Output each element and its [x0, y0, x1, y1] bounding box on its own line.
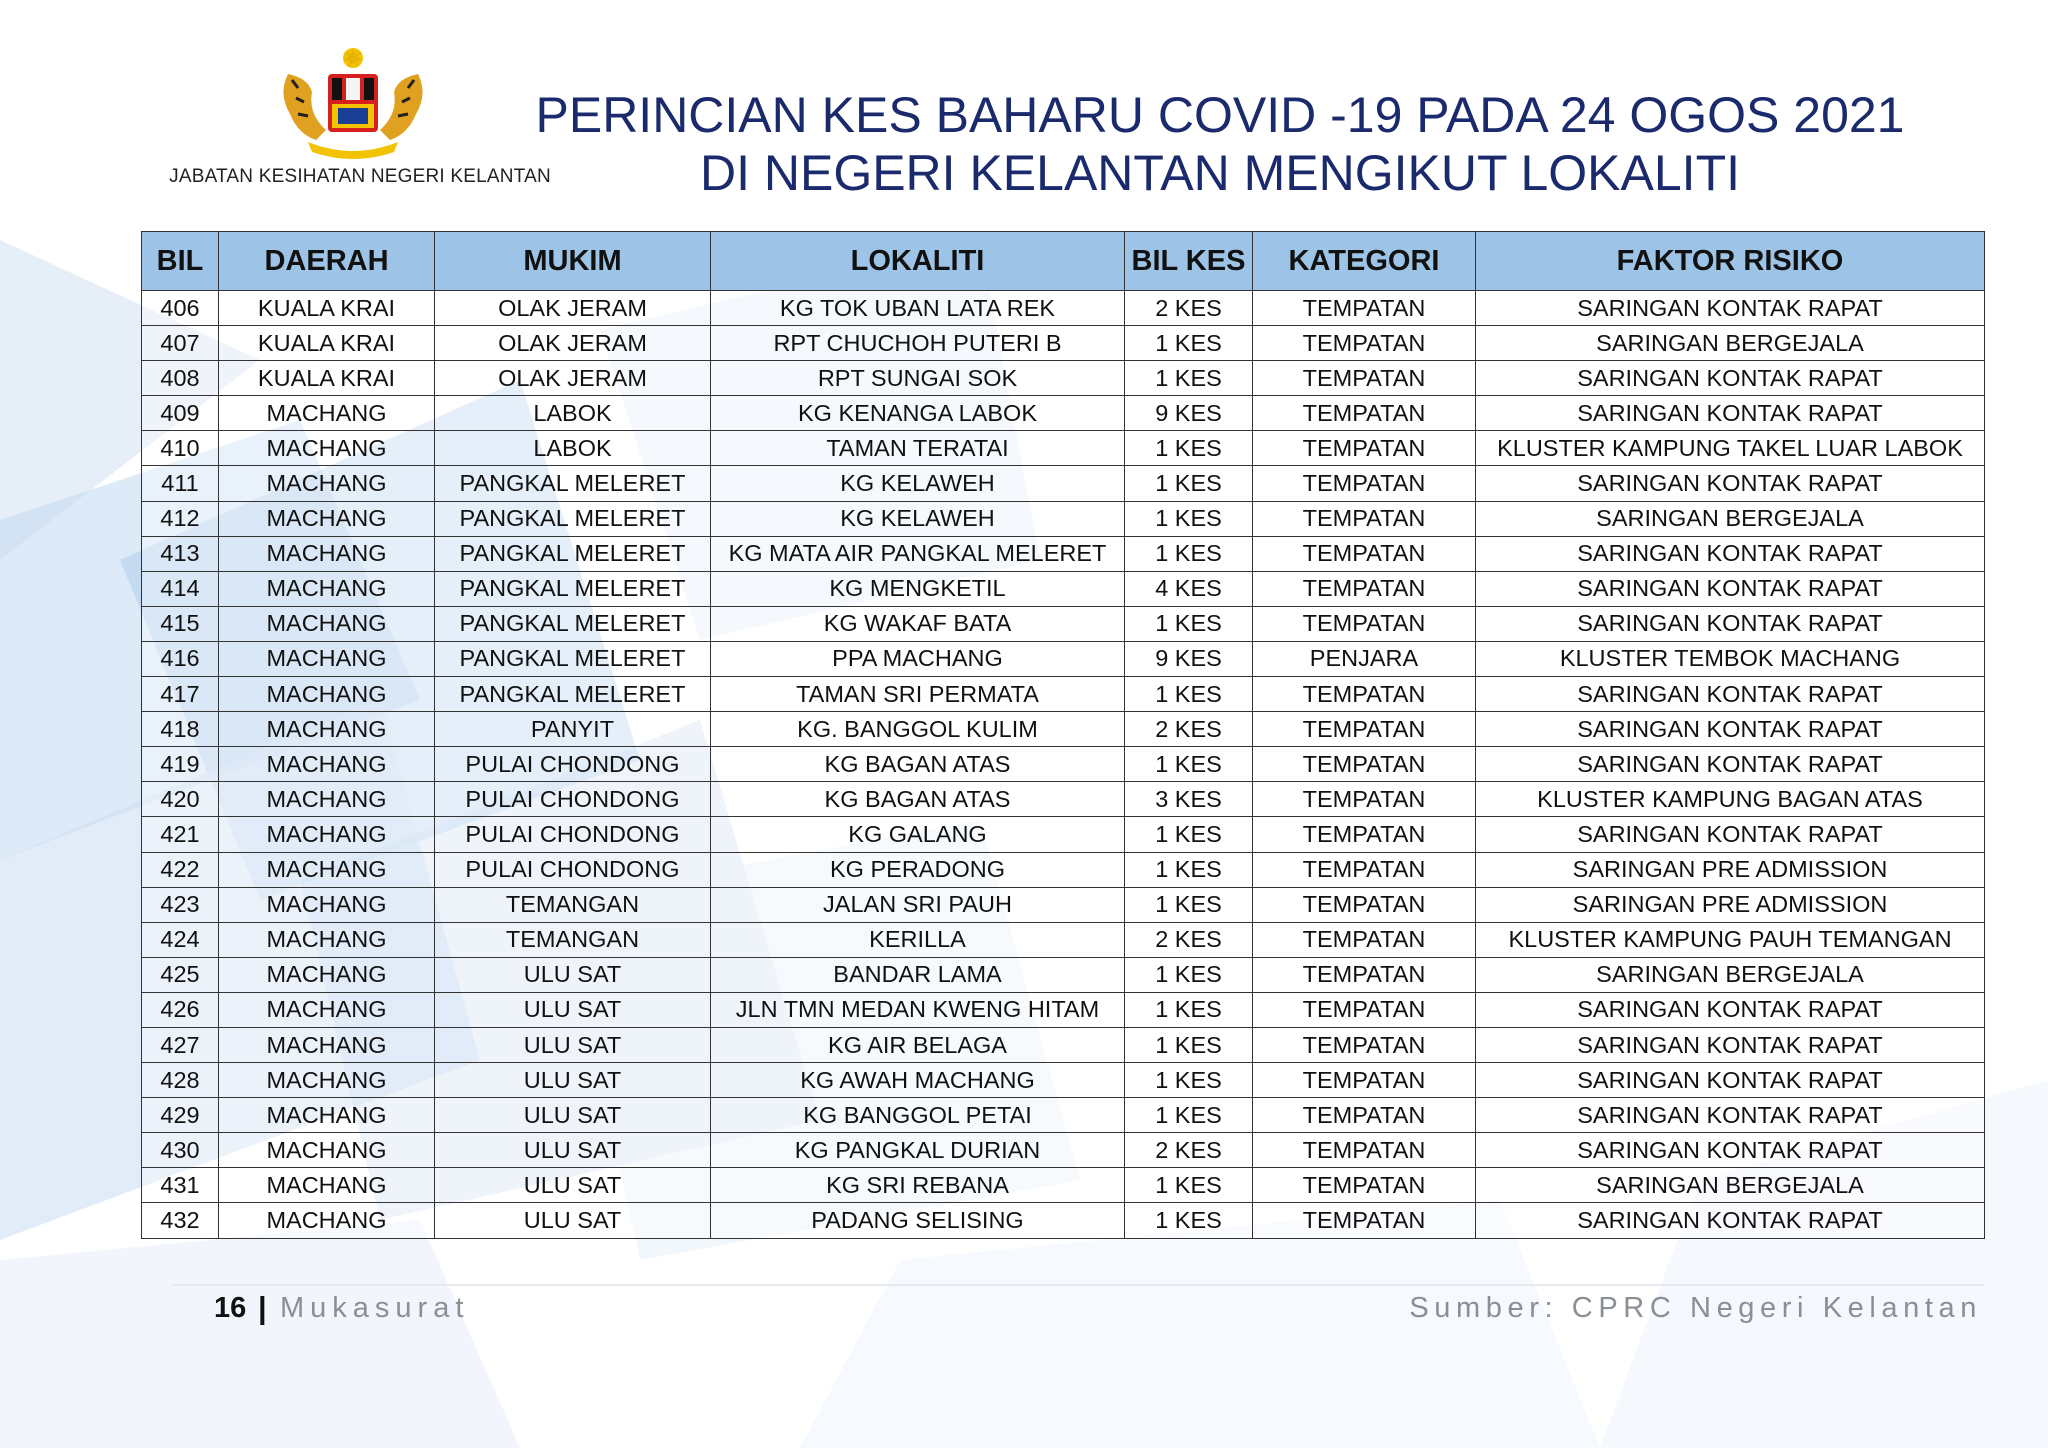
table-cell: 1 KES: [1125, 536, 1253, 571]
table-cell: SARINGAN PRE ADMISSION: [1476, 852, 1985, 887]
table-row: [142, 291, 1985, 326]
column-header: KATEGORI: [1253, 232, 1476, 291]
table-cell: 2 KES: [1125, 1133, 1253, 1168]
table-cell: PULAI CHONDONG: [435, 747, 711, 782]
table-cell: TEMPATAN: [1253, 291, 1476, 326]
table-cell: SARINGAN KONTAK RAPAT: [1476, 536, 1985, 571]
table-cell: SARINGAN PRE ADMISSION: [1476, 887, 1985, 922]
table-cell: PENJARA: [1253, 641, 1476, 676]
table-row: [142, 466, 1985, 501]
table-cell: MACHANG: [219, 852, 435, 887]
table-cell: KG BANGGOL PETAI: [711, 1098, 1125, 1133]
table-cell: TEMPATAN: [1253, 466, 1476, 501]
table-cell: 1 KES: [1125, 1027, 1253, 1062]
table-cell: SARINGAN BERGEJALA: [1476, 1168, 1985, 1203]
table-cell: 408: [142, 361, 219, 396]
table-cell: PANYIT: [435, 712, 711, 747]
table-cell: KG KELAWEH: [711, 501, 1125, 536]
table-row: [142, 361, 1985, 396]
table-cell: 1 KES: [1125, 992, 1253, 1027]
footer-separator: |: [258, 1290, 267, 1325]
table-row: [142, 922, 1985, 957]
table-cell: MACHANG: [219, 817, 435, 852]
table-cell: 2 KES: [1125, 712, 1253, 747]
table-cell: MACHANG: [219, 922, 435, 957]
table-cell: KG KENANGA LABOK: [711, 396, 1125, 431]
table-cell: SARINGAN BERGEJALA: [1476, 957, 1985, 992]
column-header: DAERAH: [219, 232, 435, 291]
table-cell: ULU SAT: [435, 1098, 711, 1133]
page-title: [520, 86, 1920, 202]
table-row: [142, 431, 1985, 466]
table-cell: KUALA KRAI: [219, 361, 435, 396]
table-cell: 414: [142, 571, 219, 606]
organization-name: JABATAN KESIHATAN NEGERI KELANTAN: [169, 166, 551, 187]
table-cell: 4 KES: [1125, 571, 1253, 606]
table-cell: MACHANG: [219, 887, 435, 922]
table-cell: 428: [142, 1063, 219, 1098]
table-cell: KG. BANGGOL KULIM: [711, 712, 1125, 747]
footer-divider: [172, 1284, 1984, 1286]
table-cell: TEMPATAN: [1253, 887, 1476, 922]
table-cell: 1 KES: [1125, 361, 1253, 396]
table-cell: ULU SAT: [435, 1063, 711, 1098]
table-cell: TEMPATAN: [1253, 1133, 1476, 1168]
table-row: [142, 747, 1985, 782]
table-cell: ULU SAT: [435, 992, 711, 1027]
table-cell: 415: [142, 606, 219, 641]
table-cell: 1 KES: [1125, 1168, 1253, 1203]
table-cell: SARINGAN KONTAK RAPAT: [1476, 1203, 1985, 1238]
table-cell: PANGKAL MELERET: [435, 536, 711, 571]
table-cell: TEMPATAN: [1253, 396, 1476, 431]
table-cell: 1 KES: [1125, 606, 1253, 641]
table-cell: MACHANG: [219, 677, 435, 712]
table-cell: 1 KES: [1125, 677, 1253, 712]
table-cell: TEMPATAN: [1253, 536, 1476, 571]
table-cell: PANGKAL MELERET: [435, 571, 711, 606]
table-cell: KG AWAH MACHANG: [711, 1063, 1125, 1098]
table-cell: KUALA KRAI: [219, 326, 435, 361]
table-cell: ULU SAT: [435, 957, 711, 992]
table-cell: KG BAGAN ATAS: [711, 782, 1125, 817]
table-cell: 416: [142, 641, 219, 676]
table-row: [142, 326, 1985, 361]
table-cell: 427: [142, 1027, 219, 1062]
table-cell: 1 KES: [1125, 501, 1253, 536]
table-cell: 1 KES: [1125, 887, 1253, 922]
table-cell: 419: [142, 747, 219, 782]
table-cell: PANGKAL MELERET: [435, 466, 711, 501]
table-cell: TEMPATAN: [1253, 501, 1476, 536]
table-cell: 429: [142, 1098, 219, 1133]
table-cell: MACHANG: [219, 641, 435, 676]
table-cell: 406: [142, 291, 219, 326]
table-cell: MACHANG: [219, 1203, 435, 1238]
table-cell: 1 KES: [1125, 957, 1253, 992]
table-row: [142, 501, 1985, 536]
table-cell: TEMPATAN: [1253, 1203, 1476, 1238]
table-cell: TEMPATAN: [1253, 571, 1476, 606]
table-cell: KG TOK UBAN LATA REK: [711, 291, 1125, 326]
table-cell: MACHANG: [219, 782, 435, 817]
column-header: BIL: [142, 232, 219, 291]
table-cell: PULAI CHONDONG: [435, 817, 711, 852]
table-cell: ULU SAT: [435, 1133, 711, 1168]
table-cell: KLUSTER KAMPUNG PAUH TEMANGAN: [1476, 922, 1985, 957]
table-cell: 422: [142, 852, 219, 887]
table-cell: SARINGAN KONTAK RAPAT: [1476, 361, 1985, 396]
table-row: [142, 852, 1985, 887]
table-cell: OLAK JERAM: [435, 326, 711, 361]
table-cell: KG MENGKETIL: [711, 571, 1125, 606]
table-row: [142, 887, 1985, 922]
table-cell: ULU SAT: [435, 1168, 711, 1203]
table-cell: 432: [142, 1203, 219, 1238]
table-cell: SARINGAN KONTAK RAPAT: [1476, 1027, 1985, 1062]
table-cell: MACHANG: [219, 501, 435, 536]
table-cell: JALAN SRI PAUH: [711, 887, 1125, 922]
table-cell: 409: [142, 396, 219, 431]
table-row: [142, 1098, 1985, 1133]
table-cell: KG KELAWEH: [711, 466, 1125, 501]
table-cell: KG BAGAN ATAS: [711, 747, 1125, 782]
table-cell: MACHANG: [219, 606, 435, 641]
table-row: [142, 1133, 1985, 1168]
cases-table-container: [141, 231, 1984, 1239]
table-cell: LABOK: [435, 431, 711, 466]
table-cell: 1 KES: [1125, 747, 1253, 782]
table-cell: KG PANGKAL DURIAN: [711, 1133, 1125, 1168]
table-cell: 1 KES: [1125, 1063, 1253, 1098]
table-cell: 1 KES: [1125, 1098, 1253, 1133]
column-header: LOKALITI: [711, 232, 1125, 291]
table-cell: KLUSTER KAMPUNG BAGAN ATAS: [1476, 782, 1985, 817]
table-row: [142, 677, 1985, 712]
table-cell: MACHANG: [219, 571, 435, 606]
table-cell: PANGKAL MELERET: [435, 677, 711, 712]
table-header-row: [142, 232, 1985, 291]
table-cell: 410: [142, 431, 219, 466]
table-cell: 2 KES: [1125, 291, 1253, 326]
table-cell: 2 KES: [1125, 922, 1253, 957]
table-row: [142, 782, 1985, 817]
table-cell: TEMPATAN: [1253, 1168, 1476, 1203]
table-cell: TEMPATAN: [1253, 957, 1476, 992]
table-cell: PULAI CHONDONG: [435, 782, 711, 817]
title-line-2: DI NEGERI KELANTAN MENGIKUT LOKALITI: [699, 145, 1741, 201]
table-cell: SARINGAN KONTAK RAPAT: [1476, 677, 1985, 712]
table-cell: PULAI CHONDONG: [435, 852, 711, 887]
table-cell: MACHANG: [219, 1027, 435, 1062]
table-cell: PADANG SELISING: [711, 1203, 1125, 1238]
table-cell: PANGKAL MELERET: [435, 606, 711, 641]
table-cell: BANDAR LAMA: [711, 957, 1125, 992]
table-cell: 413: [142, 536, 219, 571]
table-cell: 1 KES: [1125, 466, 1253, 501]
table-cell: TEMPATAN: [1253, 852, 1476, 887]
table-cell: 417: [142, 677, 219, 712]
table-cell: 9 KES: [1125, 396, 1253, 431]
table-cell: SARINGAN KONTAK RAPAT: [1476, 571, 1985, 606]
table-cell: SARINGAN BERGEJALA: [1476, 326, 1985, 361]
table-row: [142, 536, 1985, 571]
table-cell: SARINGAN KONTAK RAPAT: [1476, 747, 1985, 782]
table-cell: 411: [142, 466, 219, 501]
table-cell: 1 KES: [1125, 1203, 1253, 1238]
table-cell: PANGKAL MELERET: [435, 501, 711, 536]
table-cell: 1 KES: [1125, 431, 1253, 466]
table-cell: MACHANG: [219, 992, 435, 1027]
table-row: [142, 817, 1985, 852]
table-cell: MACHANG: [219, 431, 435, 466]
table-cell: KG SRI REBANA: [711, 1168, 1125, 1203]
table-cell: TEMPATAN: [1253, 712, 1476, 747]
table-cell: TEMPATAN: [1253, 922, 1476, 957]
table-cell: MACHANG: [219, 1063, 435, 1098]
table-cell: SARINGAN KONTAK RAPAT: [1476, 1098, 1985, 1133]
table-cell: MACHANG: [219, 1168, 435, 1203]
table-cell: PPA MACHANG: [711, 641, 1125, 676]
table-cell: 421: [142, 817, 219, 852]
table-cell: SARINGAN KONTAK RAPAT: [1476, 396, 1985, 431]
table-cell: 426: [142, 992, 219, 1027]
table-cell: MACHANG: [219, 747, 435, 782]
table-cell: TEMANGAN: [435, 922, 711, 957]
table-cell: RPT CHUCHOH PUTERI B: [711, 326, 1125, 361]
table-cell: 418: [142, 712, 219, 747]
table-row: [142, 396, 1985, 431]
table-cell: MACHANG: [219, 1098, 435, 1133]
table-cell: SARINGAN KONTAK RAPAT: [1476, 817, 1985, 852]
table-cell: TEMPATAN: [1253, 817, 1476, 852]
table-cell: MACHANG: [219, 536, 435, 571]
table-cell: TEMANGAN: [435, 887, 711, 922]
table-cell: MACHANG: [219, 466, 435, 501]
source-note: Sumber: CPRC Negeri Kelantan: [1409, 1292, 1982, 1324]
table-cell: TEMPATAN: [1253, 782, 1476, 817]
table-row: [142, 1063, 1985, 1098]
table-cell: 407: [142, 326, 219, 361]
table-cell: 1 KES: [1125, 326, 1253, 361]
table-cell: MACHANG: [219, 396, 435, 431]
table-row: [142, 641, 1985, 676]
table-row: [142, 1027, 1985, 1062]
table-cell: JLN TMN MEDAN KWENG HITAM: [711, 992, 1125, 1027]
table-cell: 431: [142, 1168, 219, 1203]
table-cell: OLAK JERAM: [435, 291, 711, 326]
table-cell: SARINGAN KONTAK RAPAT: [1476, 712, 1985, 747]
table-row: [142, 712, 1985, 747]
table-cell: SARINGAN KONTAK RAPAT: [1476, 291, 1985, 326]
table-cell: KERILLA: [711, 922, 1125, 957]
table-cell: KUALA KRAI: [219, 291, 435, 326]
table-cell: TAMAN TERATAI: [711, 431, 1125, 466]
column-header: FAKTOR RISIKO: [1476, 232, 1985, 291]
table-row: [142, 1168, 1985, 1203]
table-cell: 1 KES: [1125, 817, 1253, 852]
table-cell: 424: [142, 922, 219, 957]
table-cell: MACHANG: [219, 957, 435, 992]
table-cell: MACHANG: [219, 1133, 435, 1168]
table-cell: TAMAN SRI PERMATA: [711, 677, 1125, 712]
table-cell: KG GALANG: [711, 817, 1125, 852]
table-cell: 430: [142, 1133, 219, 1168]
table-cell: TEMPATAN: [1253, 677, 1476, 712]
malaysia-coat-of-arms-icon: [268, 44, 438, 164]
page-number: 16: [214, 1292, 247, 1324]
table-cell: TEMPATAN: [1253, 992, 1476, 1027]
table-cell: KG AIR BELAGA: [711, 1027, 1125, 1062]
table-cell: MACHANG: [219, 712, 435, 747]
page-label: Mukasurat: [280, 1292, 470, 1324]
table-row: [142, 1203, 1985, 1238]
table-cell: 9 KES: [1125, 641, 1253, 676]
table-cell: SARINGAN BERGEJALA: [1476, 501, 1985, 536]
table-cell: TEMPATAN: [1253, 361, 1476, 396]
table-cell: KG PERADONG: [711, 852, 1125, 887]
table-body: [142, 291, 1985, 1239]
table-cell: TEMPATAN: [1253, 747, 1476, 782]
table-cell: 423: [142, 887, 219, 922]
table-cell: 420: [142, 782, 219, 817]
table-cell: TEMPATAN: [1253, 1098, 1476, 1133]
table-cell: 412: [142, 501, 219, 536]
table-cell: TEMPATAN: [1253, 431, 1476, 466]
table-row: [142, 957, 1985, 992]
table-cell: TEMPATAN: [1253, 1027, 1476, 1062]
table-cell: TEMPATAN: [1253, 1063, 1476, 1098]
table-row: [142, 606, 1985, 641]
table-cell: SARINGAN KONTAK RAPAT: [1476, 1063, 1985, 1098]
table-row: [142, 571, 1985, 606]
column-header: BIL KES: [1125, 232, 1253, 291]
table-cell: TEMPATAN: [1253, 606, 1476, 641]
table-cell: ULU SAT: [435, 1203, 711, 1238]
table-cell: SARINGAN KONTAK RAPAT: [1476, 992, 1985, 1027]
table-row: [142, 992, 1985, 1027]
table-cell: SARINGAN KONTAK RAPAT: [1476, 606, 1985, 641]
table-cell: 1 KES: [1125, 852, 1253, 887]
table-cell: 3 KES: [1125, 782, 1253, 817]
table-cell: 425: [142, 957, 219, 992]
table-cell: KG MATA AIR PANGKAL MELERET: [711, 536, 1125, 571]
table-cell: SARINGAN KONTAK RAPAT: [1476, 1133, 1985, 1168]
table-cell: SARINGAN KONTAK RAPAT: [1476, 466, 1985, 501]
table-cell: TEMPATAN: [1253, 326, 1476, 361]
table-cell: OLAK JERAM: [435, 361, 711, 396]
table-cell: KLUSTER TEMBOK MACHANG: [1476, 641, 1985, 676]
table-cell: LABOK: [435, 396, 711, 431]
cases-table: [141, 231, 1985, 1239]
table-cell: ULU SAT: [435, 1027, 711, 1062]
table-cell: PANGKAL MELERET: [435, 641, 711, 676]
table-cell: KLUSTER KAMPUNG TAKEL LUAR LABOK: [1476, 431, 1985, 466]
title-line-1: PERINCIAN KES BAHARU COVID -19 PADA 24 OGOS 2021: [535, 87, 1905, 143]
column-header: MUKIM: [435, 232, 711, 291]
table-cell: RPT SUNGAI SOK: [711, 361, 1125, 396]
table-cell: KG WAKAF BATA: [711, 606, 1125, 641]
